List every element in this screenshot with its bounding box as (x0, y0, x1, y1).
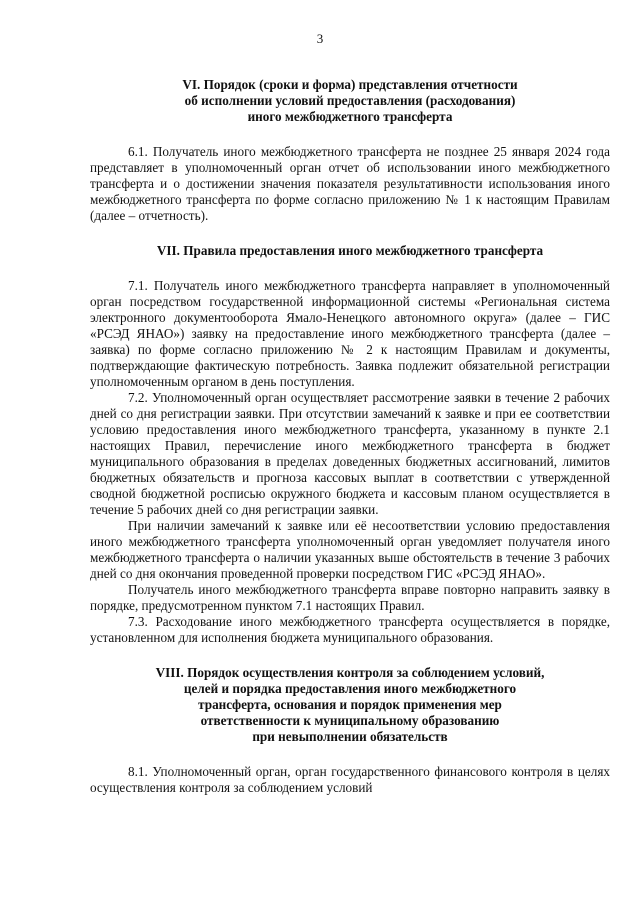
paragraph-7-3: 7.3. Расходование иного межбюджетного трансферта осуществляется в порядке, установленном для исполнения бюджета муниципального образования. (90, 614, 610, 645)
paragraph-8-1: 8.1. Уполномоченный орган, орган государственного финансового контроля в целях осуществления контроля за соблюдением условий (90, 764, 610, 795)
section-8-title-line-2: целей и порядка предоставления иного межбюджетного (183, 681, 517, 696)
section-6-title-line-3: иного межбюджетного трансферта (247, 109, 453, 124)
section-8-title-line-4: ответственности к муниципальному образованию (200, 713, 500, 728)
section-8-title-line-5: при невыполнении обязательств (252, 729, 448, 744)
section-7 (90, 243, 610, 646)
section-6-title-line-1: VI. Порядок (сроки и форма) представления отчетности (182, 77, 518, 92)
section-6-title-line-2: об исполнении условий предоставления (расходования) (184, 93, 516, 108)
page-number: 3 (316, 31, 324, 46)
paragraph-6-1: 6.1. Получатель иного межбюджетного трансферта не позднее 25 января 2024 года представляет в уполномоченный орган отчет об использовании иного межбюджетного трансферта и о достижении значения показателя результативности использования иного межбюджетного трансферта по форме согласно приложению № 1 к настоящим Правилам (далее – отчетность). (90, 144, 610, 223)
paragraph-7-2: 7.2. Уполномоченный орган осуществляет рассмотрение заявки в течение 2 рабочих дней со дня регистрации заявки. При отсутствии замечаний к заявке и при ее соответствии условию предоставления иного межбюджетного трансферта, указанному в пункте 2.1 настоящих Правил, перечисление иного межбюджетного трансферта в бюджет муниципального образования в пределах доведенных бюджетных ассигнований, лимитов бюджетных обязательств и прогноза кассовых выплат в соответствии с утвержденной сводной бюджетной росписью окружного бюджета и кассовым планом осуществляется в течение 5 рабочих дней со дня регистрации заявки. (90, 390, 610, 517)
paragraph-7-2-resubmit: Получатель иного межбюджетного трансферта вправе повторно направить заявку в порядке, предусмотренном пунктом 7.1 настоящих Правил. (90, 582, 610, 613)
document-content (90, 77, 610, 796)
section-7-title: VII. Правила предоставления иного межбюджетного трансферта (156, 243, 544, 258)
paragraph-7-1: 7.1. Получатель иного межбюджетного трансферта направляет в уполномоченный орган посредством государственной информационной системы «Региональная система электронного документооборота Ямало-Ненецкого автономного округа» (далее – ГИС «РСЭД ЯНАО») заявку на предоставление иного межбюджетного трансферта (далее – заявка) по форме согласно приложению № 2 к настоящим Правилам и документы, подтверждающие фактическую потребность. Заявка подлежит обязательной регистрации уполномоченным органом в день поступления. (90, 278, 610, 389)
paragraph-7-2-remarks: При наличии замечаний к заявке или её несоответствии условию предоставления иного межбюджетного трансферта уполномоченный орган уведомляет получателя иного межбюджетного трансферта о наличии указанных выше обстоятельств в течение 3 рабочих дней со дня окончания проведенной проверки посредством ГИС «РСЭД ЯНАО». (90, 518, 610, 581)
section-6 (90, 77, 610, 224)
section-8 (90, 665, 610, 796)
section-8-title-line-1: VIII. Порядок осуществления контроля за соблюдением условий, (155, 665, 545, 680)
section-8-title-line-3: трансферта, основания и порядок применения мер (198, 697, 502, 712)
